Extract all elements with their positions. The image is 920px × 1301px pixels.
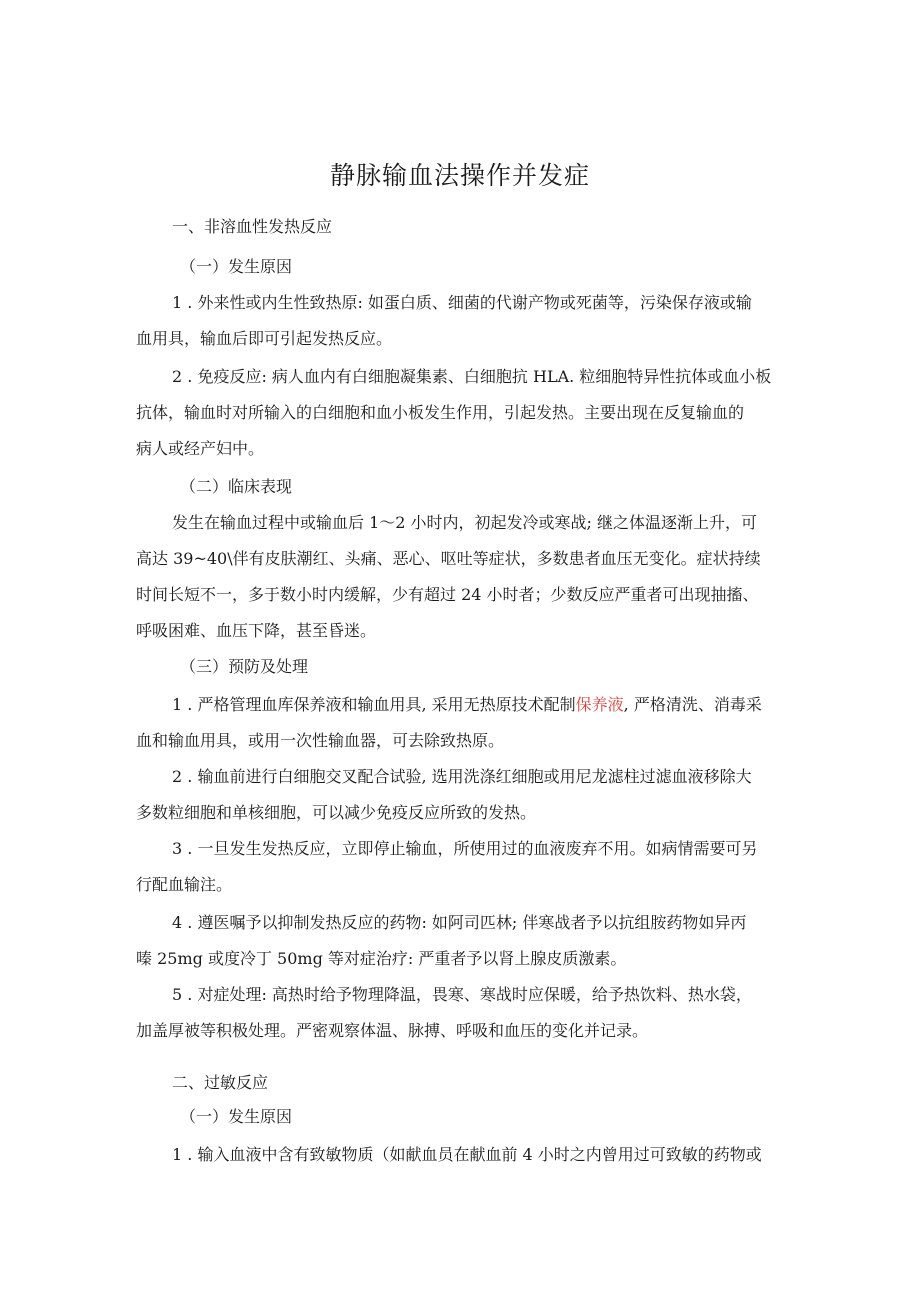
subsection-heading: （二）临床表现 (180, 477, 293, 496)
paragraph-line: 5 . 对症处理: 高热时给予物理降温，畏寒、寒战时应保暖，给予热饮料、热水袋， (172, 985, 752, 1004)
subsection-heading: （一）发生原因 (180, 257, 293, 276)
paragraph-line: 嗪 25mg 或度冷丁 50mg 等对症治疗: 严重者予以肾上腺皮质激素。 (136, 949, 627, 968)
paragraph-line: 4 . 遵医嘱予以抑制发热反应的药物: 如阿司匹林; 伴寒战者予以抗组胺药物如异丙 (172, 913, 747, 932)
section-heading: 二、过敏反应 (172, 1073, 269, 1092)
document-title: 静脉输血法操作并发症 (329, 161, 590, 190)
paragraph-line: 血和输血用具，或用一次性输血器，可去除致热原。 (136, 731, 505, 750)
paragraph-line (172, 694, 832, 716)
paragraph-line: 1 . 输入血液中含有致敏物质（如献血员在献血前 4 小时之内曾用过可致敏的药物或 (172, 1145, 762, 1164)
paragraph-line: 2 . 输血前进行白细胞交叉配合试验, 选用洗涤红细胞或用尼龙滤柱过滤血液移除大 (172, 767, 752, 786)
paragraph-line: 1 . 外来性或内生性致热原: 如蛋白质、细菌的代谢产物或死菌等，污染保存液或输 (172, 293, 752, 312)
paragraph-text: 1 . 严格管理血库保养液和输血用具, 采用无热原技术配制 (172, 695, 576, 714)
paragraph-line: 加盖厚被等积极处理。严密观察体温、脉搏、呼吸和血压的变化并记录。 (136, 1021, 649, 1040)
paragraph-line: 行配血输注。 (136, 875, 233, 894)
subsection-heading: （一）发生原因 (180, 1107, 293, 1126)
paragraph-text: , 严格清洗、消毒采 (623, 695, 762, 714)
paragraph-line: 3 . 一旦发生发热反应，立即停止输血，所使用过的血液废弃不用。如病情需要可另 (172, 839, 758, 858)
paragraph-line: 时间长短不一，多于数小时内缓解，少有超过 24 小时者；少数反应严重者可出现抽搐、 (136, 585, 759, 604)
paragraph-line: 抗体，输血时对所输入的白细胞和血小板发生作用，引起发热。主要出现在反复输血的 (136, 403, 745, 422)
section-heading: 一、非溶血性发热反应 (172, 217, 333, 236)
paragraph-line: 发生在输血过程中或输血后 1～2 小时内，初起发冷或寒战; 继之体温逐渐上升，可 (172, 513, 758, 532)
paragraph-line: 2 . 免疫反应: 病人血内有白细胞凝集素、白细胞抗 HLA. 粒细胞特异性抗体或血小板 (172, 367, 772, 386)
paragraph-line: 病人或经产妇中。 (136, 439, 265, 458)
paragraph-line: 多数粒细胞和单核细胞，可以减少免疫反应所致的发热。 (136, 803, 537, 822)
paragraph-line: 呼吸困难、血压下降，甚至昏迷。 (136, 621, 377, 640)
highlighted-term: 保养液 (575, 695, 624, 714)
paragraph-line: 高达 39~40\伴有皮肤潮红、头痛、恶心、呕吐等症状，多数患者血压无变化。症状持续 (136, 549, 761, 568)
subsection-heading: （三）预防及处理 (180, 657, 309, 676)
paragraph-line: 血用具，输血后即可引起发热反应。 (136, 329, 393, 348)
